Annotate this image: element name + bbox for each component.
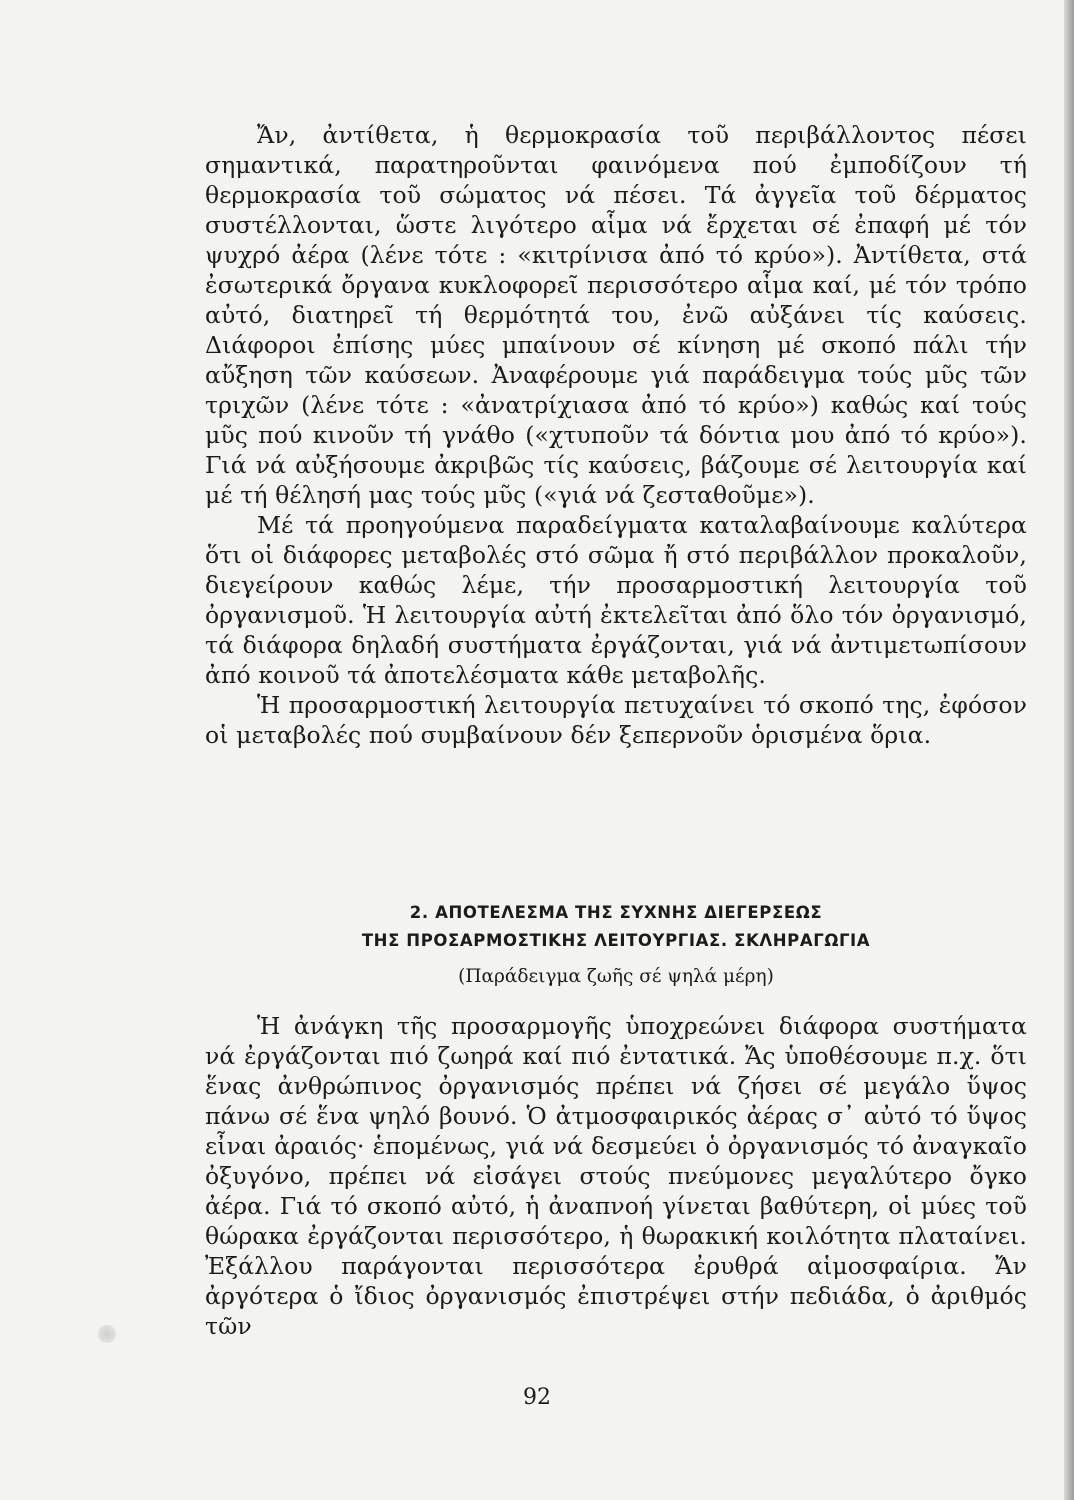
paragraph-temperature-drop: Ἄν, ἀντίθετα, ἡ θερμοκρασία τοῦ περιβάλλοντος πέσει σημαντικά, παρατηροῦνται φαινόμενα πού ἐμποδίζουν τή θερμοκρασία τοῦ σώματος νά πέσει. Τά ἀγγεῖα τοῦ δέρματος συστέλλονται, ὥστε λιγότερο αἷμα νά ἔρχεται σέ ἐπαφή μέ τόν ψυχρό ἀέρα (λένε τότε : «κιτρίνισα ἀπό τό κρύο»). Ἀντίθετα, στά ἐσωτερικά ὄργανα κυκλοφορεῖ περισσότερο αἷμα καί, μέ τόν τρόπο αὐτό, διατηρεῖ τή θερμότητά του, ἐνῶ αὐξάνει τίς καύσεις. Διάφοροι ἐπίσης μύες μπαίνουν σέ κίνηση μέ σκοπό πάλι τήν αὔξηση τῶν καύσεων. Ἀναφέρουμε γιά παράδειγμα τούς μῦς τῶν τριχῶν (λένε τότε : «ἀνατρίχιασα ἀπό τό κρύο») καθώς καί τούς μῦς πού κινοῦν τή γνάθο («χτυποῦν τά δόντια μου ἀπό τό κρύο»). Γιά νά αὐξήσουμε ἀκριβῶς τίς καύσεις, βάζουμε σέ λειτουργία καί μέ τή θέλησή μας τούς μῦς («γιά νά ζεσταθοῦμε»).	[205, 121, 1027, 509]
section-heading-line-2: ΤΗΣ ΠΡΟΣΑΡΜΟΣΤΙΚΗΣ ΛΕΙΤΟΥΡΓΙΑΣ. ΣΚΛΗΡΑΓΩΓΙΑ	[361, 931, 871, 950]
page-edge-shadow	[1064, 0, 1074, 1500]
section-subheading: (Παράδειγμα ζωῆς σέ ψηλά μέρη)	[458, 966, 774, 987]
paragraph-adaptive-limits: Ἡ προσαρμοστική λειτουργία πετυχαίνει τό σκοπό της, ἐφόσον οἱ μεταβολές πού συμβαίνουν δέν ξεπερνοῦν ὁρισμένα ὅρια.	[205, 691, 1027, 749]
top-text-block	[205, 120, 1027, 750]
paragraph-adaptive-function: Μέ τά προηγούμενα παραδείγματα καταλαβαίνουμε καλύτερα ὅτι οἱ διάφορες μεταβολές στό σῶμα ἤ στό περιβάλλον προκαλοῦν, διεγείρουν καθώς λέμε, τήν προσαρμοστική λειτουργία τοῦ ὀργανισμοῦ. Ἡ λειτουργία αὐτή ἐκτελεῖται ἀπό ὅλο τόν ὀργανισμό, τά διάφορα δηλαδή συστήματα ἐργάζονται, γιά νά ἀντιμετωπίσουν ἀπό κοινοῦ τά ἀποτελέσματα κάθε μεταβολῆς.	[205, 511, 1027, 689]
paragraph-high-altitude: Ἡ ἀνάγκη τῆς προσαρμογῆς ὑποχρεώνει διάφορα συστήματα νά ἐργάζονται πιό ζωηρά καί πιό ἐντατικά. Ἄς ὑποθέσουμε π.χ. ὅτι ἕνας ἀνθρώπινος ὀργανισμός πρέπει νά ζήσει σέ μεγάλο ὕψος πάνω σέ ἕνα ψηλό βουνό. Ὁ ἀτμοσφαιρικός ἀέρας σ᾽ αὐτό τό ὕψος εἶναι ἀραιός· ἑπομένως, γιά νά δεσμεύει ὁ ὀργανισμός τό ἀναγκαῖο ὀξυγόνο, πρέπει νά εἰσάγει στούς πνεύμονες μεγαλύτερο ὄγκο ἀέρα. Γιά τό σκοπό αὐτό, ἡ ἀναπνοή γίνεται βαθύτερη, οἱ μύες τοῦ θώρακα ἐργάζονται περισσότερο, ἡ θωρακική κοιλότητα πλαταίνει. Ἐξάλλου παράγονται περισσότερα ἐρυθρά αἱμοσφαίρια. Ἄν ἀργότερα ὁ ἴδιος ὀργανισμός ἐπιστρέψει στήν πεδιάδα, ὁ ἀριθμός τῶν	[205, 1012, 1027, 1340]
bottom-text-block	[205, 1011, 1027, 1341]
section-heading-line-1: 2. ΑΠΟΤΕΛΕΣΜΑ ΤΗΣ ΣΥΧΝΗΣ ΔΙΕΓΕΡΣΕΩΣ	[409, 903, 823, 922]
page-number: 92	[523, 1385, 551, 1410]
margin-dot-mark	[98, 1325, 116, 1343]
